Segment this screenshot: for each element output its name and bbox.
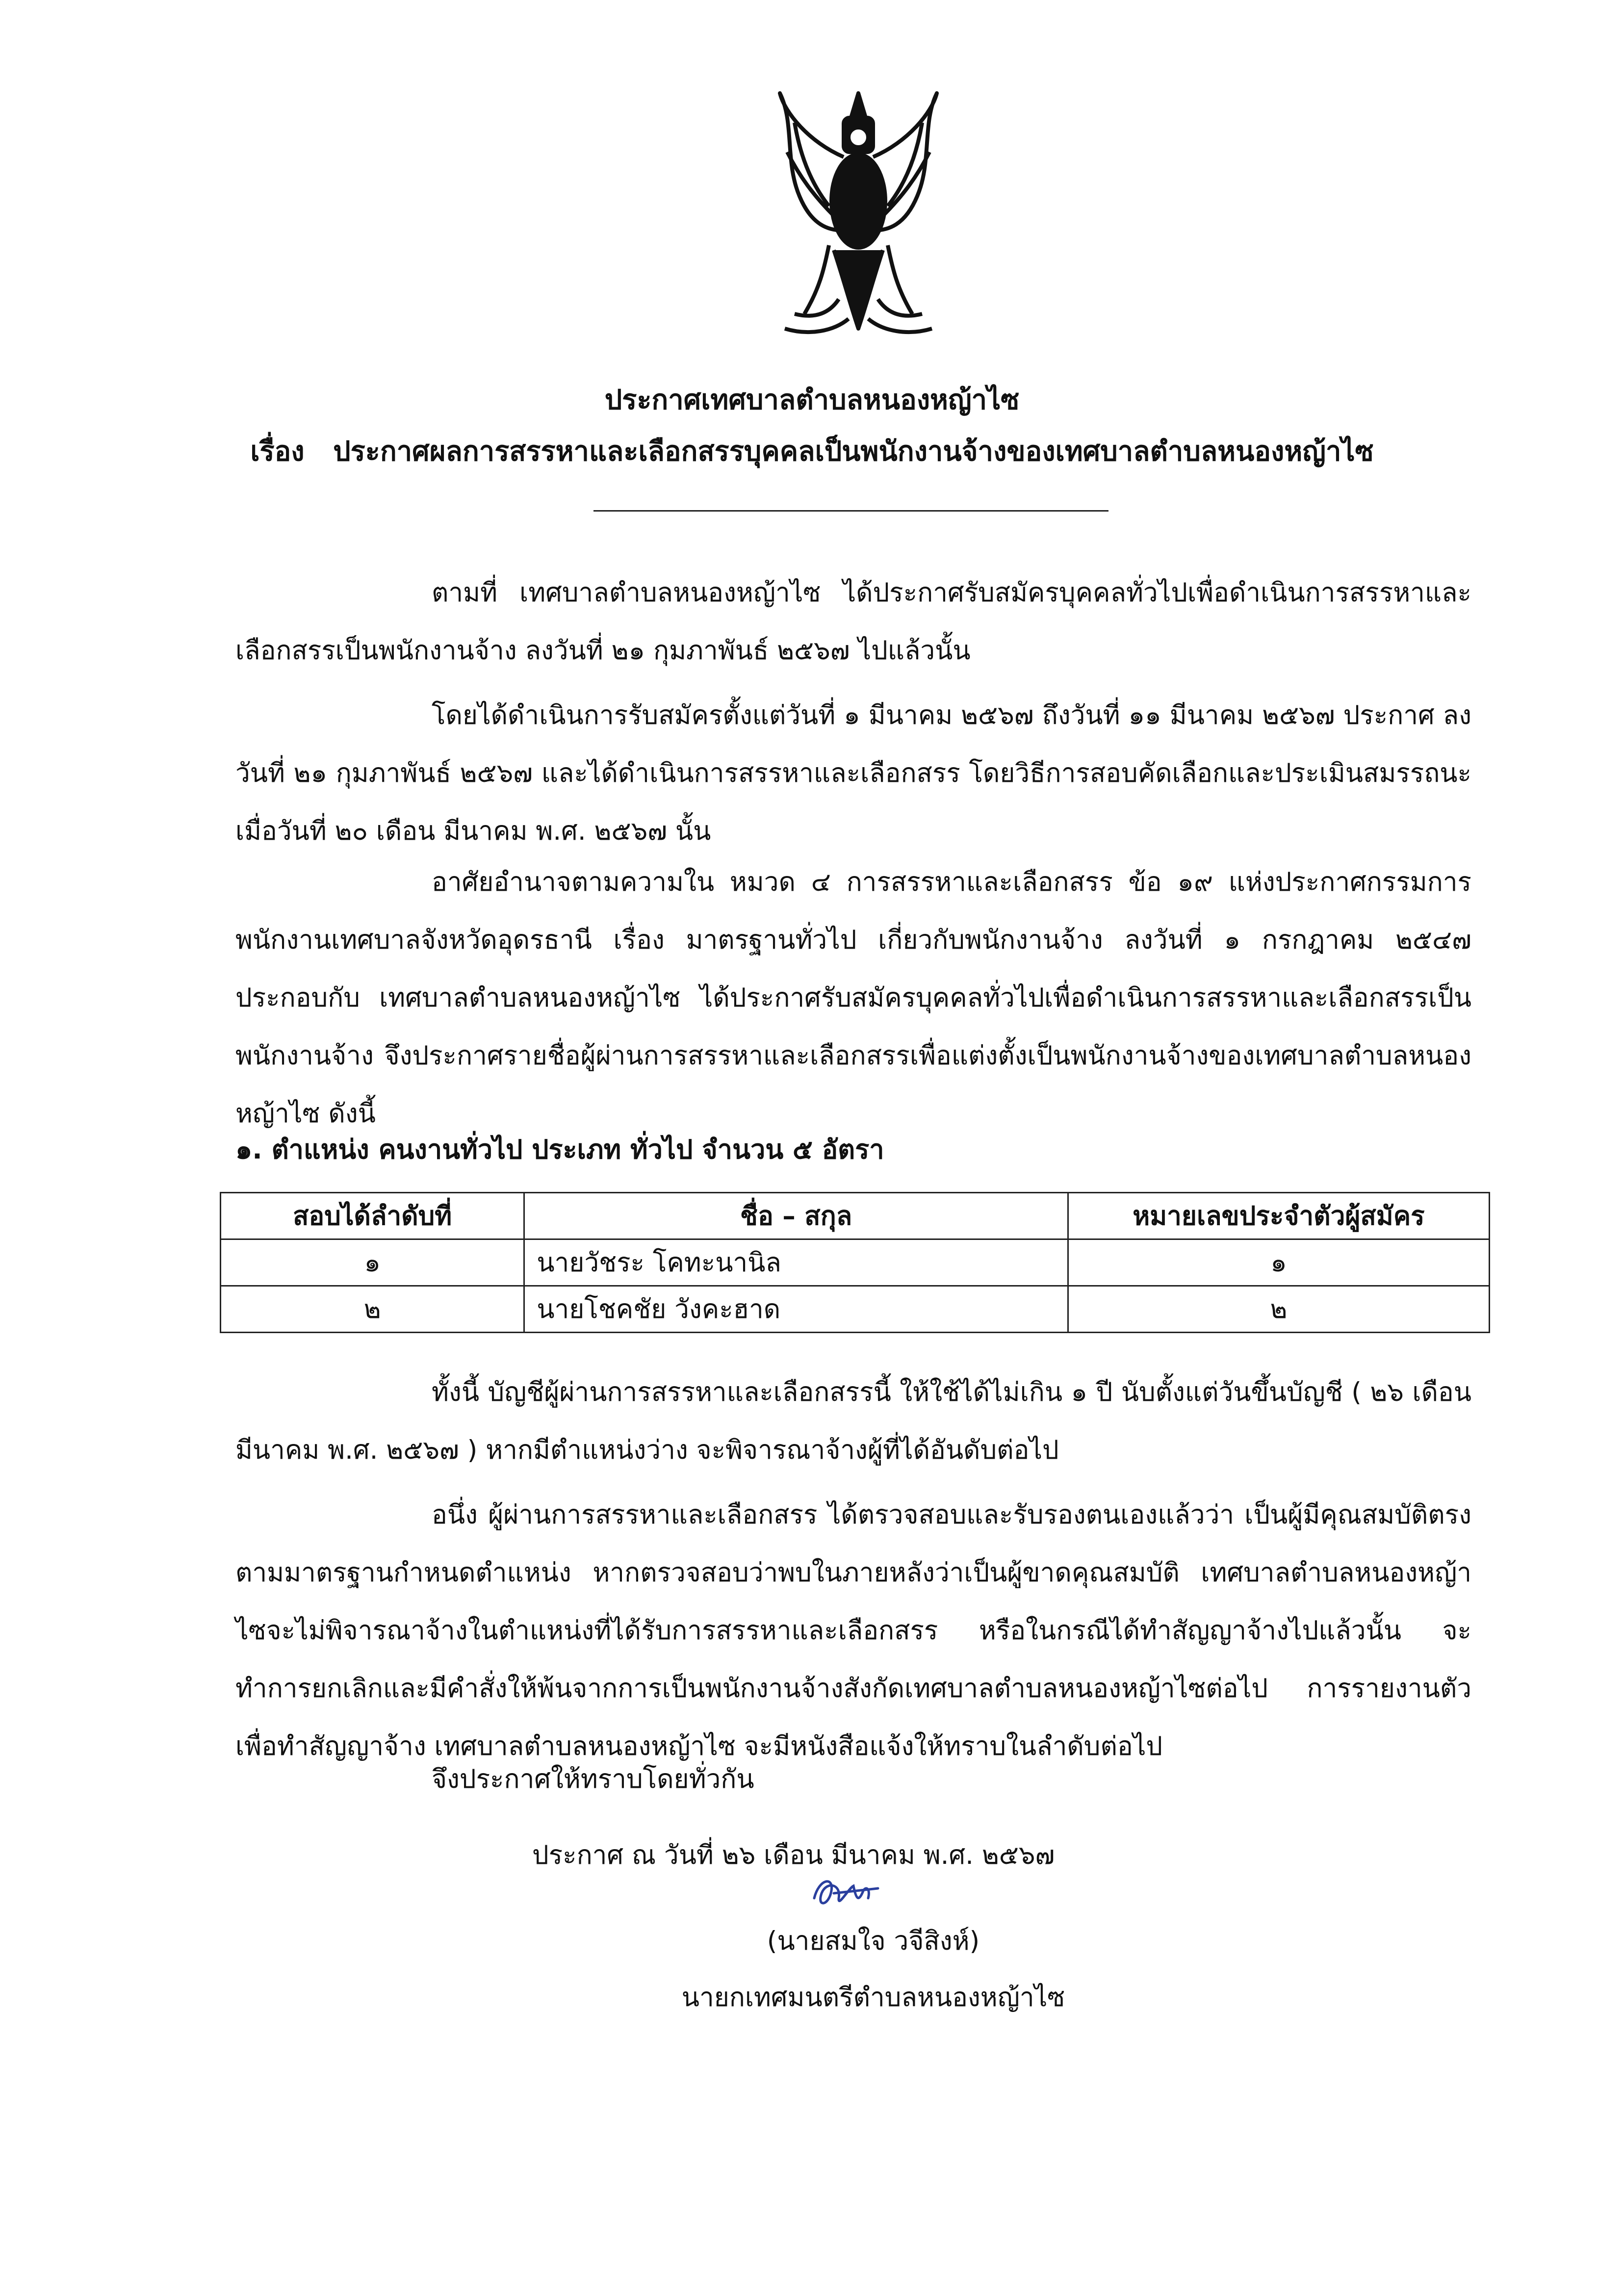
signer-name: (นายสมใจ วจีสิงห์): [767, 1926, 980, 1956]
subject-label: เรื่อง: [250, 436, 305, 467]
cell-applicant-no: ๑: [1068, 1239, 1489, 1286]
signer-title: นายกเทศมนตรีตำบลหนองหญ้าไซ: [681, 1983, 1065, 2012]
closing-line: จึงประกาศให้ทราบโดยทั่วกัน: [432, 1764, 754, 1794]
announcement-title: ประกาศเทศบาลตำบลหนองหญ้าไซ: [604, 384, 1020, 416]
subject-text: ประกาศผลการสรรหาและเลือกสรรบุคคลเป็นพนักงานจ้างของเทศบาลตำบลหนองหญ้าไซ: [333, 436, 1374, 467]
paragraph-4: ทั้งนี้ บัญชีผู้ผ่านการสรรหาและเลือกสรรนี้ ให้ใช้ได้ไม่เกิน ๑ ปี นับตั้งแต่วันขึ้นบัญชี ( ๒๖ เดือน มีนาคม พ.ศ. ๒๕๖๗ ) หากมีตำแหน่งว่าง จะพิจารณาจ้างผู้ที่ได้อันดับต่อไป: [235, 1377, 1471, 1465]
garuda-emblem-icon: [765, 83, 952, 343]
paragraph-2: โดยได้ดำเนินการรับสมัครตั้งแต่วันที่ ๑ มีนาคม ๒๕๖๗ ถึงวันที่ ๑๑ มีนาคม ๒๕๖๗ ประกาศ ลงวันที่ ๒๑ กุมภาพันธ์ ๒๕๖๗ และได้ดำเนินการสรรหาและเลือกสรร โดยวิธีการสอบคัดเลือกและประเมินสมรรถนะ เมื่อวันที่ ๒๐ เดือน มีนาคม พ.ศ. ๒๕๖๗ นั้น: [235, 700, 1471, 846]
column-header-applicant-no: หมายเลขประจำตัวผู้สมัคร: [1068, 1193, 1489, 1239]
cell-name: นายวัชระ โคทะนานิล: [524, 1239, 1068, 1286]
cell-applicant-no: ๒: [1068, 1286, 1489, 1333]
signature-icon: [804, 1869, 893, 1923]
table-row: [221, 1286, 1490, 1333]
column-header-rank: สอบได้ลำดับที่: [221, 1193, 524, 1239]
table-row: [221, 1239, 1490, 1286]
paragraph-3: อาศัยอำนาจตามความใน หมวด ๔ การสรรหาและเลือกสรร ข้อ ๑๙ แห่งประกาศกรรมการพนักงานเทศบาลจังหวัดอุดรธานี เรื่อง มาตรฐานทั่วไป เกี่ยวกับพนักงานจ้าง ลงวันที่ ๑ กรกฎาคม ๒๕๔๗ ประกอบกับ เทศบาลตำบลหนองหญ้าไซ ได้ประกาศรับสมัครบุคคลทั่วไปเพื่อดำเนินการสรรหาและเลือกสรรเป็นพนักงานจ้าง จึงประกาศรายชื่อผู้ผ่านการสรรหาและเลือกสรรเพื่อแต่งตั้งเป็นพนักงานจ้างของเทศบาลตำบลหนองหญ้าไซ ดังนี้: [235, 867, 1471, 1129]
announcement-date: ประกาศ ณ วันที่ ๒๖ เดือน มีนาคม พ.ศ. ๒๕๖๗: [532, 1840, 1055, 1870]
title-divider: [593, 510, 1108, 512]
cell-rank: ๒: [221, 1286, 524, 1333]
results-table: [220, 1192, 1490, 1333]
paragraph-5: อนึ่ง ผู้ผ่านการสรรหาและเลือกสรร ได้ตรวจสอบและรับรองตนเองแล้วว่า เป็นผู้มีคุณสมบัติตรงตามมาตรฐานกำหนดตำแหน่ง หากตรวจสอบว่าพบในภายหลังว่าเป็นผู้ขาดคุณสมบัติ เทศบาลตำบลหนองหญ้าไซจะไม่พิจารณาจ้างในตำแหน่งที่ได้รับการสรรหาและเลือกสรร หรือในกรณีได้ทำสัญญาจ้างไปแล้วนั้น จะทำการยกเลิกและมีคำสั่งให้พ้นจากการเป็นพนักงานจ้างสังกัดเทศบาลตำบลหนองหญ้าไซต่อไป การรายงานตัวเพื่อทำสัญญาจ้าง เทศบาลตำบลหนองหญ้าไซ จะมีหนังสือแจ้งให้ทราบในลำดับต่อไป: [235, 1500, 1471, 1761]
column-header-name: ชื่อ – สกุล: [524, 1193, 1068, 1239]
announcement-subject: [0, 429, 1624, 473]
paragraph-1: ตามที่ เทศบาลตำบลหนองหญ้าไซ ได้ประกาศรับสมัครบุคคลทั่วไปเพื่อดำเนินการสรรหาและเลือกสรรเป็นพนักงานจ้าง ลงวันที่ ๒๑ กุมภาพันธ์ ๒๕๖๗ ไปแล้วนั้น: [235, 578, 1471, 666]
cell-rank: ๑: [221, 1239, 524, 1286]
cell-name: นายโชคชัย วังคะฮาด: [524, 1286, 1068, 1333]
section-title: ๑. ตำแหน่ง คนงานทั่วไป ประเภท ทั่วไป จำนวน ๕ อัตรา: [235, 1134, 884, 1165]
table-header-row: [221, 1193, 1490, 1239]
